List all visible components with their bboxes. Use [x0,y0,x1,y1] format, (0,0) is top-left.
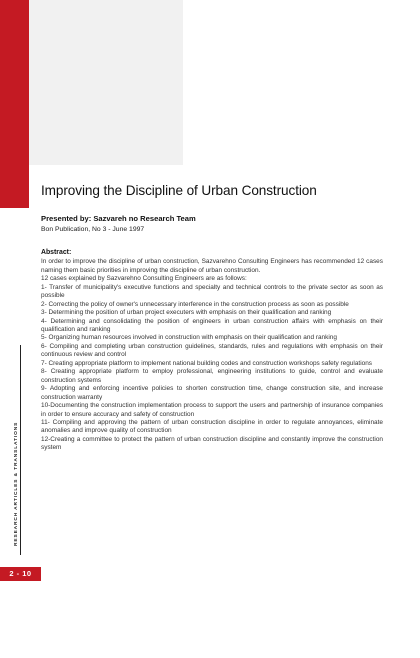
list-item: 5- Organizing human resources involved in construction with emphasis on their qualification and ranking [41,334,337,342]
list-item: 9- Adopting and enforcing incentive policies to shorten construction time, change construction site, and increase construction warranty [41,385,383,401]
section-label-container [14,421,25,658]
list-item: 11- Compiling and approving the pattern of urban construction discipline in order to regulate annoyances, eliminate anomalies and improve quality of construction [41,419,383,435]
page-number: 2 - 10 [0,567,41,581]
article-author: Presented by: Sazvareh no Research Team [41,214,196,223]
list-item: 6- Compiling and completing urban construction guidelines, standards, rules and regulations with emphasis on their continuous review and control [41,342,383,359]
section-label: RESEARCH ARTICLES & TRANSLATIONS [14,421,19,546]
list-item: 10-Documenting the construction implementation process to support the users and partnership of insurance companies in order to ensure accuracy and safety of construction [41,402,383,418]
abstract-section [41,249,383,453]
list-item: 4- Determining and consolidating the position of engineers in urban construction affairs with emphasis on their qualification and ranking [41,317,383,334]
list-item: 3- Determining the position of urban project executers with emphasis on their qualification and ranking [41,309,332,317]
list-item: 8- Creating appropriate platform to employ professional, engineering institutions to guide, control and evaluate construction systems [41,368,383,384]
list-item: 12-Creating a committee to protect the pattern of urban construction discipline and constantly improve the construction system [41,435,383,452]
accent-band [0,0,29,208]
image-placeholder [29,0,183,165]
list-item: 7- Creating appropriate platform to implement national building codes and construction workshops safety regulations [41,359,373,367]
abstract-heading: Abstract: [41,249,72,256]
publication-info: Bon Publication, No 3 - June 1997 [41,226,145,233]
list-item: 2- Correcting the policy of owner's unnecessary interference in the construction process as soon as possible [41,300,349,308]
list-item: 1- Transfer of municipality's executive functions and specialty and technical controls to the private sector as soon as possible [41,283,383,300]
article-title: Improving the Discipline of Urban Construction [41,183,317,198]
abstract-paragraph: 12 cases explained by Sazvarehno Consulting Engineers are as follows: [41,275,247,283]
side-divider [20,345,21,555]
abstract-paragraph: In order to improve the discipline of urban construction, Sazvarehno Consulting Engineers has recommended 12 cases naming them basic priorities in improving the discipline of urban construction. [41,258,383,274]
